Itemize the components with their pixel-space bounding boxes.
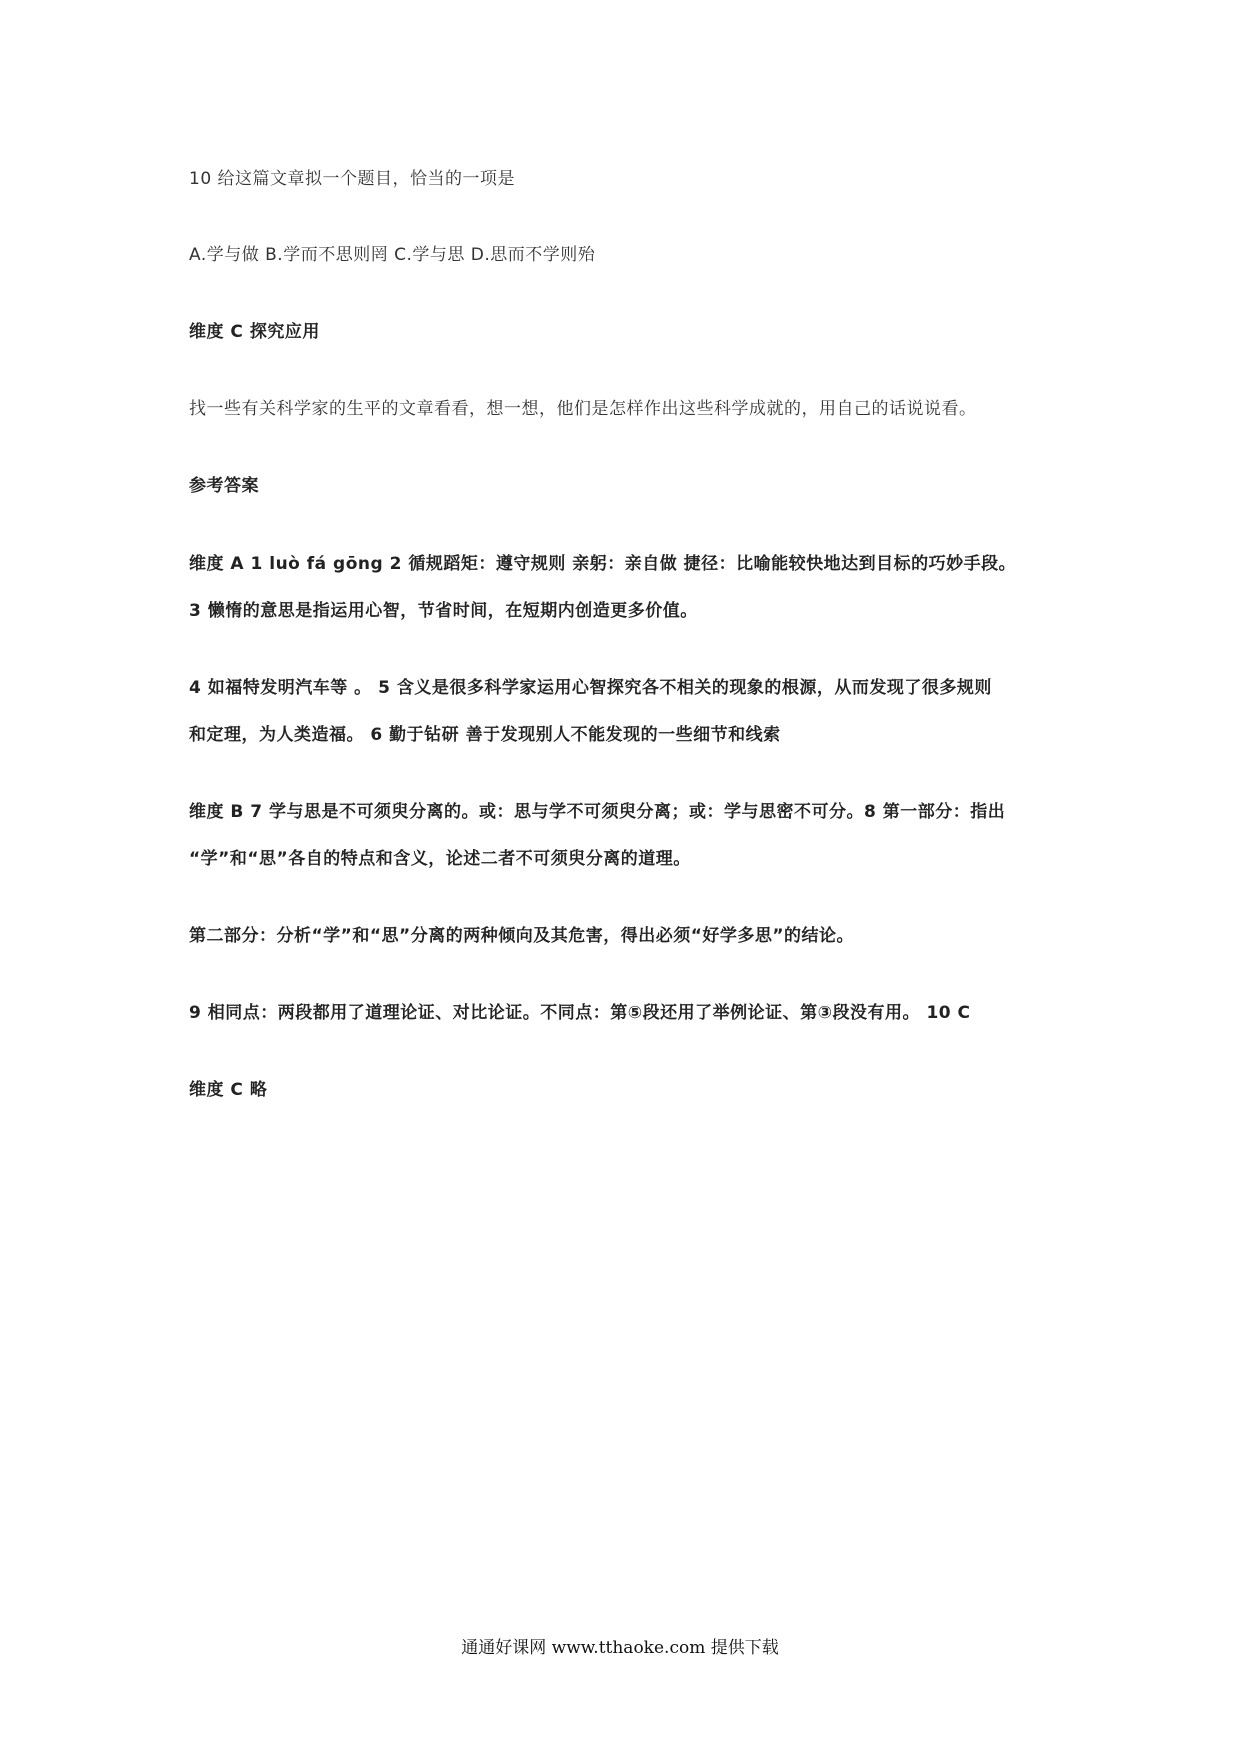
answer-dim-c: 维度 C 略 (189, 1080, 268, 1100)
dimension-c-task: 找一些有关科学家的生平的文章看看，想一想，他们是怎样作出这些科学成就的，用自己的话说说看。 (189, 399, 977, 419)
answer-dim-b-line-1: 维度 B 7 学与思是不可须臾分离的。或：思与学不可须臾分离；或：学与思密不可分。8 第一部分：指出 (189, 802, 1006, 822)
answer-dim-b-line-4: 9 相同点：两段都用了道理论证、对比论证。不同点：第⑤段还用了举例论证、第③段没有用。 10 C (189, 1003, 971, 1023)
answers-heading: 参考答案 (189, 476, 259, 496)
page-footer: 通通好课网 www.tthaoke.com 提供下载 (461, 1638, 779, 1658)
answer-dim-a-line-4: 和定理，为人类造福。 6 勤于钻研 善于发现别人不能发现的一些细节和线索 (189, 725, 781, 745)
answer-dim-b-line-3: 第二部分：分析“学”和“思”分离的两种倾向及其危害，得出必须“好学多思”的结论。 (189, 926, 855, 946)
question-10-prompt: 10 给这篇文章拟一个题目，恰当的一项是 (189, 169, 516, 189)
question-10-options: A.学与做 B.学而不思则罔 C.学与思 D.思而不学则殆 (189, 245, 596, 265)
answer-dim-a-line-1: 维度 A 1 luò fá gōng 2 循规蹈矩：遵守规则 亲躬：亲自做 捷径：比喻能较快地达到目标的巧妙手段。 (189, 554, 1017, 574)
answer-dim-b-line-2: “学”和“思”各自的特点和含义，论述二者不可须臾分离的道理。 (189, 849, 691, 869)
dimension-c-heading: 维度 C 探究应用 (189, 322, 320, 342)
answer-dim-a-line-3: 4 如福特发明汽车等 。 5 含义是很多科学家运用心智探究各不相关的现象的根源，从而发现了很多规则 (189, 678, 992, 698)
answer-dim-a-line-2: 3 懒惰的意思是指运用心智，节省时间，在短期内创造更多价值。 (189, 601, 698, 621)
